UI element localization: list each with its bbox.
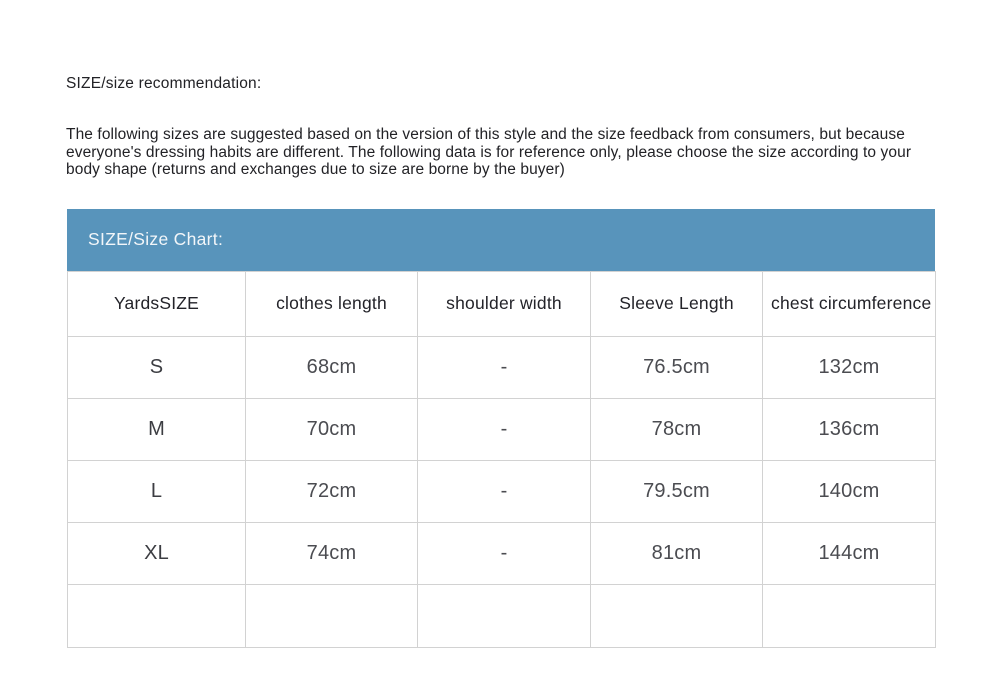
size-chart-banner-label: SIZE/Size Chart:	[88, 229, 224, 249]
column-header-clothes-length: clothes length	[246, 271, 418, 336]
size-recommendation-text: The following sizes are suggested based on the version of this style and the size feedback from consumers, but because everyone's dressing habits are different. The following data is for reference only, please choose the size according to your body shape (returns and exchanges due to size are borne by the buyer)	[66, 126, 912, 178]
cell-sleeve-length: 78cm	[591, 398, 763, 460]
cell-sleeve-length: 81cm	[591, 522, 763, 584]
cell-sleeve-length: 76.5cm	[591, 336, 763, 398]
cell-size: M	[68, 398, 246, 460]
header-row	[68, 271, 936, 336]
size-chart-banner	[67, 209, 935, 271]
cell-shoulder-width: -	[418, 460, 591, 522]
table-row-empty	[68, 584, 936, 647]
cell-chest-circumference: 136cm	[763, 398, 936, 460]
cell-sleeve-length	[591, 584, 763, 647]
cell-shoulder-width: -	[418, 336, 591, 398]
column-header-chest-circumference: chest circumference	[763, 271, 936, 336]
cell-chest-circumference: 132cm	[763, 336, 936, 398]
cell-shoulder-width: -	[418, 522, 591, 584]
cell-size: XL	[68, 522, 246, 584]
cell-clothes-length: 70cm	[246, 398, 418, 460]
table-row-s	[68, 336, 936, 398]
cell-size	[68, 584, 246, 647]
cell-chest-circumference: 140cm	[763, 460, 936, 522]
cell-chest-circumference	[763, 584, 936, 647]
table-row-l	[68, 460, 936, 522]
cell-size: L	[68, 460, 246, 522]
column-header-yards-size: YardsSIZE	[68, 271, 246, 336]
cell-shoulder-width: -	[418, 398, 591, 460]
cell-clothes-length: 72cm	[246, 460, 418, 522]
cell-clothes-length: 74cm	[246, 522, 418, 584]
size-chart-table	[67, 271, 936, 648]
cell-chest-circumference: 144cm	[763, 522, 936, 584]
column-header-sleeve-length: Sleeve Length	[591, 271, 763, 336]
cell-clothes-length: 68cm	[246, 336, 418, 398]
column-header-shoulder-width: shoulder width	[418, 271, 591, 336]
cell-shoulder-width	[418, 584, 591, 647]
section-title: SIZE/size recommendation:	[66, 75, 262, 92]
cell-size: S	[68, 336, 246, 398]
cell-sleeve-length: 79.5cm	[591, 460, 763, 522]
table-row-xl	[68, 522, 936, 584]
cell-clothes-length	[246, 584, 418, 647]
table-row-m	[68, 398, 936, 460]
